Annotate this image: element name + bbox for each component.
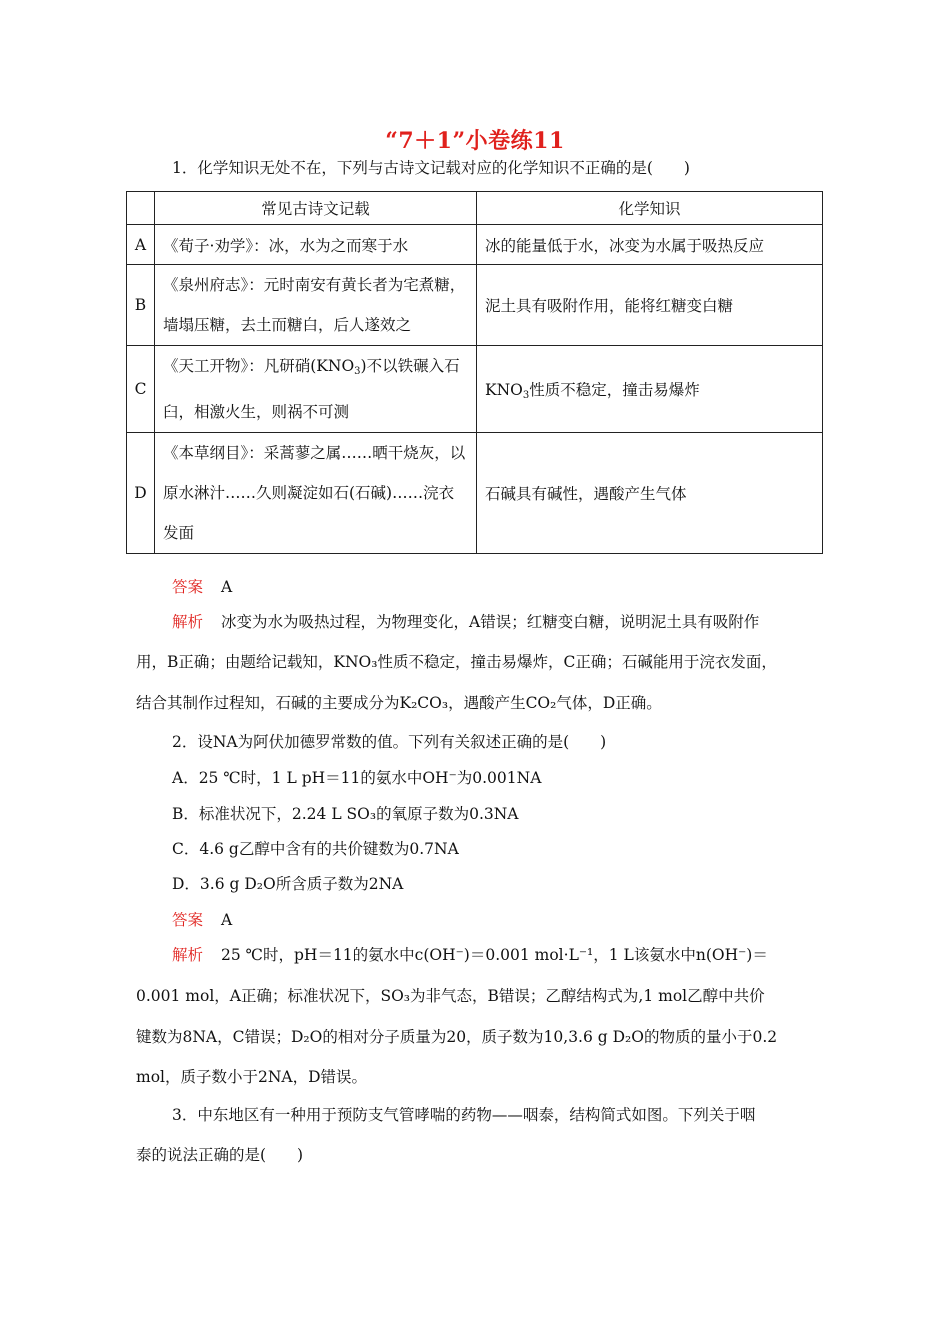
question-1-table: [126, 191, 823, 554]
header-knowledge: 化学知识: [477, 192, 823, 225]
page-title: “7＋1”小卷练11: [385, 128, 565, 154]
table-row: [127, 346, 823, 433]
question-1-analysis-line: 解析 冰变为水为吸热过程，为物理变化，A错误；红糖变白糖，说明泥土具有吸附作: [172, 613, 760, 631]
table-row: [127, 265, 823, 346]
question-1-answer: 答案 A: [172, 578, 233, 596]
row-record: 《本草纲目》：采蒿蓼之属……晒干烧灰，以原水淋汁……久则凝淀如石(石碱)……浣衣发面: [155, 433, 477, 554]
question-3-stem-line: 3．中东地区有一种用于预防支气管哮喘的药物——咽泰，结构简式如图。下列关于咽: [172, 1106, 756, 1124]
question-2-analysis-line: mol，质子数小于2NA，D错误。: [136, 1068, 368, 1086]
row-label: D: [127, 433, 155, 554]
row-knowledge: $KNO_3$性质不稳定，撞击易爆炸: [477, 346, 823, 433]
question-1-analysis-line: 结合其制作过程知，石碱的主要成分为K₂CO₃，遇酸产生CO₂气体，D正确。: [136, 694, 662, 712]
row-knowledge: 冰的能量低于水，冰变为水属于吸热反应: [477, 225, 823, 265]
question-2-answer: 答案 A: [172, 911, 233, 929]
question-1-analysis-line: 用，B正确；由题给记载知，KNO₃性质不稳定，撞击易爆炸，C正确；石碱能用于浣衣发面，: [136, 653, 777, 671]
question-2-analysis-line: 解析 25 ℃时，pH＝11的氨水中c(OH⁻)＝0.001 mol·L⁻¹，1 L该氨水中n(OH⁻)＝: [172, 946, 768, 964]
row-knowledge: 石碱具有碱性，遇酸产生气体: [477, 433, 823, 554]
question-2-stem: 2．设NA为阿伏加德罗常数的值。下列有关叙述正确的是( ): [172, 733, 607, 751]
row-record: 《天工开物》：凡研硝$(KNO_3)$不以铁碾入石臼，相激火生，则祸不可测: [155, 346, 477, 433]
row-label: B: [127, 265, 155, 346]
row-record: 《荀子·劝学》：冰，水为之而寒于水: [155, 225, 477, 265]
question-2-option: B．标准状况下，2.24 L SO₃的氧原子数为0.3NA: [172, 805, 519, 823]
row-label: A: [127, 225, 155, 265]
question-2-option: D．3.6 g D₂O所含质子数为2NA: [172, 875, 404, 893]
question-2-analysis-line: 键数为8NA，C错误；D₂O的相对分子质量为20，质子数为10,3.6 g D₂O的物质的量小于0.2: [136, 1028, 778, 1046]
question-2-analysis-line: 0.001 mol，A正确；标准状况下，SO₃为非气态，B错误；乙醇结构式为,1 mol乙醇中共价: [136, 987, 765, 1005]
table-header-row: [127, 192, 823, 225]
row-label: C: [127, 346, 155, 433]
row-record: 《泉州府志》：元时南安有黄长者为宅煮糖，墙塌压糖，去土而糖白，后人遂效之: [155, 265, 477, 346]
table-row: [127, 433, 823, 554]
header-record: 常见古诗文记载: [155, 192, 477, 225]
question-2-option: A．25 ℃时，1 L pH＝11的氨水中OH⁻为0.001NA: [172, 769, 542, 787]
row-knowledge: 泥土具有吸附作用，能将红糖变白糖: [477, 265, 823, 346]
question-1-stem: 1．化学知识无处不在，下列与古诗文记载对应的化学知识不正确的是( ): [172, 159, 690, 177]
question-2-option: C．4.6 g乙醇中含有的共价键数为0.7NA: [172, 840, 459, 858]
question-3-stem-line: 泰的说法正确的是( ): [136, 1146, 304, 1164]
table-row: [127, 225, 823, 265]
